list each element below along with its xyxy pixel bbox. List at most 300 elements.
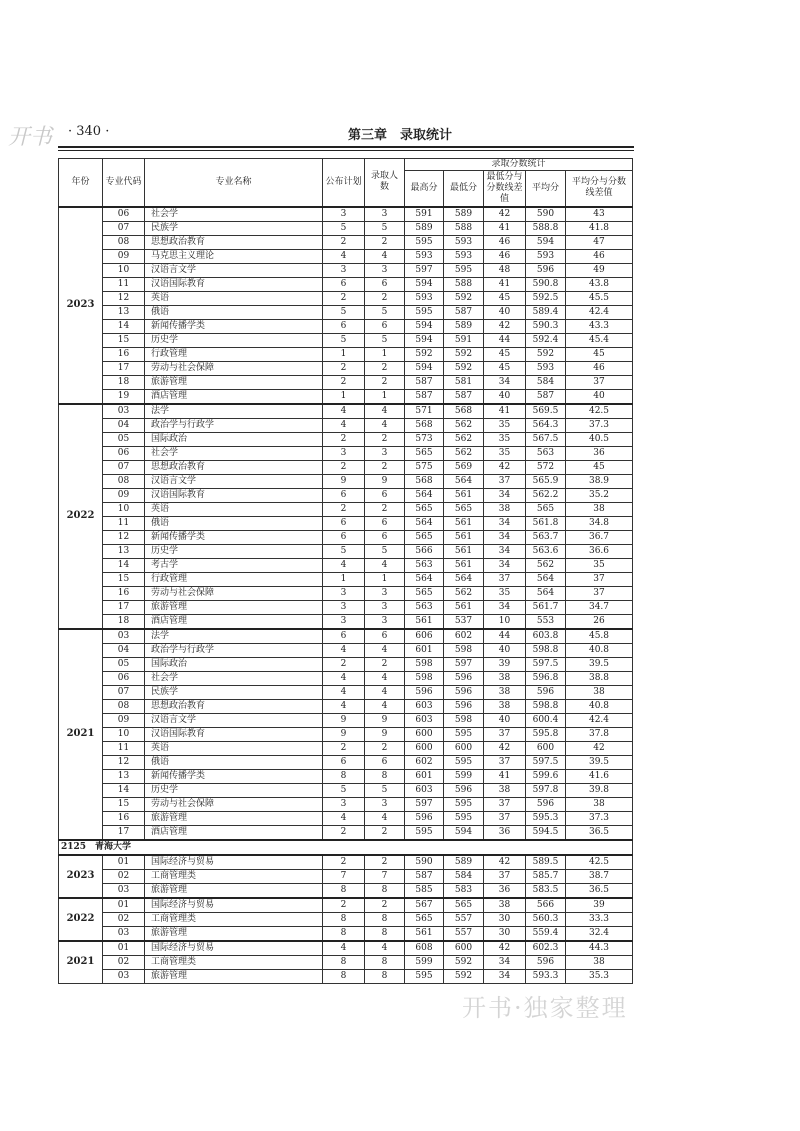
plan-count: 4 — [323, 404, 365, 419]
table-row — [59, 488, 633, 502]
major-code: 15 — [103, 333, 145, 347]
table-row — [59, 235, 633, 249]
section-title-row — [59, 840, 633, 855]
plan-count: 2 — [323, 657, 365, 671]
major-code: 07 — [103, 460, 145, 474]
max-score: 593 — [405, 291, 444, 305]
major-code: 03 — [103, 404, 145, 419]
min-diff: 40 — [484, 305, 526, 319]
table-row — [59, 347, 633, 361]
major-code: 09 — [103, 249, 145, 263]
major-name: 思想政治教育 — [145, 235, 323, 249]
min-diff: 45 — [484, 291, 526, 305]
min-diff: 40 — [484, 713, 526, 727]
min-score: 592 — [444, 347, 484, 361]
avg-diff: 43.8 — [566, 277, 633, 291]
min-score: 568 — [444, 404, 484, 419]
avg-diff: 36.5 — [566, 825, 633, 840]
min-diff: 34 — [484, 955, 526, 969]
min-diff: 35 — [484, 432, 526, 446]
avg-score: 565 — [526, 502, 566, 516]
table-body-section-1 — [59, 207, 633, 840]
table-row — [59, 657, 633, 671]
admitted-count: 4 — [365, 643, 405, 657]
max-score: 597 — [405, 797, 444, 811]
major-name: 旅游管理 — [145, 883, 323, 898]
major-code: 09 — [103, 488, 145, 502]
major-name: 国际经济与贸易 — [145, 941, 323, 956]
major-code: 16 — [103, 811, 145, 825]
max-score: 564 — [405, 516, 444, 530]
admitted-count: 9 — [365, 727, 405, 741]
table-row — [59, 855, 633, 870]
table-row — [59, 713, 633, 727]
table-row — [59, 955, 633, 969]
min-diff: 42 — [484, 207, 526, 222]
admitted-count: 2 — [365, 291, 405, 305]
admitted-count: 5 — [365, 305, 405, 319]
avg-score: 592.4 — [526, 333, 566, 347]
plan-count: 6 — [323, 319, 365, 333]
max-score: 563 — [405, 558, 444, 572]
plan-count: 4 — [323, 811, 365, 825]
table-row — [59, 969, 633, 983]
max-score: 587 — [405, 869, 444, 883]
max-score: 561 — [405, 614, 444, 629]
avg-diff: 36 — [566, 446, 633, 460]
major-code: 12 — [103, 530, 145, 544]
avg-score: 597.5 — [526, 657, 566, 671]
avg-score: 564 — [526, 586, 566, 600]
max-score: 564 — [405, 488, 444, 502]
avg-score: 596 — [526, 263, 566, 277]
avg-score: 584 — [526, 375, 566, 389]
col-year: 年份 — [59, 159, 103, 207]
table-row — [59, 811, 633, 825]
min-diff: 38 — [484, 783, 526, 797]
plan-count: 3 — [323, 600, 365, 614]
major-name: 考古学 — [145, 558, 323, 572]
max-score: 567 — [405, 898, 444, 913]
max-score: 594 — [405, 361, 444, 375]
avg-diff: 42 — [566, 741, 633, 755]
table-row — [59, 671, 633, 685]
min-diff: 37 — [484, 797, 526, 811]
table-row — [59, 558, 633, 572]
avg-score: 564 — [526, 572, 566, 586]
admitted-count: 6 — [365, 488, 405, 502]
major-code: 02 — [103, 869, 145, 883]
max-score: 603 — [405, 699, 444, 713]
min-diff: 35 — [484, 418, 526, 432]
avg-diff: 39 — [566, 898, 633, 913]
major-name: 酒店管理 — [145, 825, 323, 840]
major-code: 02 — [103, 912, 145, 926]
table-row — [59, 685, 633, 699]
major-code: 10 — [103, 502, 145, 516]
admitted-count: 2 — [365, 898, 405, 913]
max-score: 565 — [405, 586, 444, 600]
avg-diff: 40.8 — [566, 643, 633, 657]
major-code: 09 — [103, 713, 145, 727]
major-code: 07 — [103, 685, 145, 699]
min-score: 592 — [444, 291, 484, 305]
avg-score: 593.3 — [526, 969, 566, 983]
major-code: 17 — [103, 361, 145, 375]
min-diff: 40 — [484, 389, 526, 404]
max-score: 565 — [405, 912, 444, 926]
admitted-count: 4 — [365, 811, 405, 825]
avg-score: 595.3 — [526, 811, 566, 825]
avg-diff: 39.5 — [566, 755, 633, 769]
university-title: 2125 青海大学 — [59, 840, 633, 855]
plan-count: 4 — [323, 699, 365, 713]
avg-score: 593 — [526, 249, 566, 263]
min-score: 581 — [444, 375, 484, 389]
table-row — [59, 333, 633, 347]
admitted-count: 6 — [365, 516, 405, 530]
table-row — [59, 221, 633, 235]
admitted-count: 2 — [365, 375, 405, 389]
avg-diff: 41.6 — [566, 769, 633, 783]
table-row — [59, 769, 633, 783]
major-name: 社会学 — [145, 671, 323, 685]
min-diff: 45 — [484, 361, 526, 375]
major-name: 俄语 — [145, 516, 323, 530]
avg-diff: 46 — [566, 361, 633, 375]
avg-diff: 45 — [566, 347, 633, 361]
admitted-count: 3 — [365, 263, 405, 277]
min-score: 537 — [444, 614, 484, 629]
major-name: 英语 — [145, 502, 323, 516]
major-name: 汉语言文学 — [145, 713, 323, 727]
header-rule-thin — [58, 150, 634, 151]
col-min-diff: 最低分与分数线差值 — [484, 171, 526, 207]
plan-count: 6 — [323, 277, 365, 291]
major-code: 16 — [103, 586, 145, 600]
max-score: 593 — [405, 249, 444, 263]
admitted-count: 4 — [365, 671, 405, 685]
avg-score: 564.3 — [526, 418, 566, 432]
admitted-count: 9 — [365, 713, 405, 727]
admitted-count: 2 — [365, 361, 405, 375]
major-code: 08 — [103, 235, 145, 249]
major-name: 劳动与社会保障 — [145, 586, 323, 600]
major-name: 历史学 — [145, 333, 323, 347]
table-row — [59, 446, 633, 460]
plan-count: 6 — [323, 488, 365, 502]
admitted-count: 1 — [365, 389, 405, 404]
avg-score: 588.8 — [526, 221, 566, 235]
major-code: 12 — [103, 291, 145, 305]
major-name: 国际经济与贸易 — [145, 855, 323, 870]
max-score: 585 — [405, 883, 444, 898]
min-diff: 37 — [484, 474, 526, 488]
plan-count: 5 — [323, 783, 365, 797]
max-score: 565 — [405, 530, 444, 544]
admitted-count: 4 — [365, 404, 405, 419]
major-code: 17 — [103, 825, 145, 840]
min-score: 584 — [444, 869, 484, 883]
min-diff: 36 — [484, 825, 526, 840]
table-row — [59, 600, 633, 614]
admitted-count: 3 — [365, 207, 405, 222]
year-cell: 2023 — [59, 855, 103, 898]
avg-score: 566 — [526, 898, 566, 913]
plan-count: 4 — [323, 941, 365, 956]
min-diff: 34 — [484, 530, 526, 544]
major-name: 旅游管理 — [145, 926, 323, 941]
min-diff: 42 — [484, 741, 526, 755]
table-body-section-2 — [59, 855, 633, 984]
min-score: 595 — [444, 797, 484, 811]
avg-diff: 36.6 — [566, 544, 633, 558]
min-score: 595 — [444, 755, 484, 769]
admitted-count: 2 — [365, 855, 405, 870]
min-score: 593 — [444, 235, 484, 249]
max-score: 601 — [405, 643, 444, 657]
avg-score: 563.7 — [526, 530, 566, 544]
plan-count: 9 — [323, 474, 365, 488]
table-row — [59, 643, 633, 657]
major-code: 14 — [103, 558, 145, 572]
major-name: 历史学 — [145, 544, 323, 558]
avg-diff: 37.3 — [566, 418, 633, 432]
avg-diff: 47 — [566, 235, 633, 249]
major-code: 06 — [103, 207, 145, 222]
col-max: 最高分 — [405, 171, 444, 207]
min-score: 598 — [444, 643, 484, 657]
avg-diff: 35 — [566, 558, 633, 572]
max-score: 603 — [405, 713, 444, 727]
max-score: 587 — [405, 389, 444, 404]
avg-score: 596 — [526, 685, 566, 699]
plan-count: 4 — [323, 685, 365, 699]
avg-score: 592 — [526, 347, 566, 361]
major-name: 历史学 — [145, 783, 323, 797]
min-diff: 45 — [484, 347, 526, 361]
plan-count: 2 — [323, 291, 365, 305]
major-code: 03 — [103, 883, 145, 898]
avg-diff: 38.7 — [566, 869, 633, 883]
major-name: 旅游管理 — [145, 375, 323, 389]
avg-diff: 36.5 — [566, 883, 633, 898]
plan-count: 3 — [323, 586, 365, 600]
major-code: 07 — [103, 221, 145, 235]
min-diff: 48 — [484, 263, 526, 277]
table-row — [59, 825, 633, 840]
min-diff: 42 — [484, 855, 526, 870]
min-score: 596 — [444, 783, 484, 797]
plan-count: 2 — [323, 855, 365, 870]
header-row-1 — [59, 159, 633, 171]
plan-count: 6 — [323, 755, 365, 769]
table-row — [59, 389, 633, 404]
col-score-stats: 录取分数统计 — [405, 159, 633, 171]
major-name: 英语 — [145, 741, 323, 755]
table-row — [59, 277, 633, 291]
min-score: 596 — [444, 699, 484, 713]
plan-count: 8 — [323, 912, 365, 926]
avg-diff: 45 — [566, 460, 633, 474]
plan-count: 2 — [323, 825, 365, 840]
plan-count: 3 — [323, 797, 365, 811]
major-code: 17 — [103, 600, 145, 614]
major-name: 新闻传播学类 — [145, 319, 323, 333]
avg-diff: 34.8 — [566, 516, 633, 530]
min-score: 562 — [444, 432, 484, 446]
min-diff: 41 — [484, 221, 526, 235]
table-row — [59, 305, 633, 319]
avg-score: 565.9 — [526, 474, 566, 488]
max-score: 575 — [405, 460, 444, 474]
major-name: 思想政治教育 — [145, 699, 323, 713]
table-row — [59, 361, 633, 375]
avg-score: 600.4 — [526, 713, 566, 727]
major-code: 01 — [103, 898, 145, 913]
avg-score: 600 — [526, 741, 566, 755]
min-score: 595 — [444, 811, 484, 825]
major-name: 汉语国际教育 — [145, 727, 323, 741]
major-code: 03 — [103, 926, 145, 941]
min-diff: 42 — [484, 319, 526, 333]
min-diff: 40 — [484, 643, 526, 657]
min-score: 594 — [444, 825, 484, 840]
min-score: 557 — [444, 926, 484, 941]
min-diff: 46 — [484, 249, 526, 263]
avg-diff: 45.8 — [566, 629, 633, 644]
major-code: 05 — [103, 432, 145, 446]
avg-diff: 49 — [566, 263, 633, 277]
avg-diff: 38 — [566, 685, 633, 699]
plan-count: 3 — [323, 614, 365, 629]
avg-score: 602.3 — [526, 941, 566, 956]
avg-diff: 40.8 — [566, 699, 633, 713]
major-code: 01 — [103, 855, 145, 870]
max-score: 600 — [405, 727, 444, 741]
max-score: 565 — [405, 446, 444, 460]
avg-score: 559.4 — [526, 926, 566, 941]
major-code: 04 — [103, 418, 145, 432]
year-cell: 2021 — [59, 629, 103, 840]
major-name: 民族学 — [145, 685, 323, 699]
table-row — [59, 530, 633, 544]
major-name: 汉语言文学 — [145, 474, 323, 488]
max-score: 598 — [405, 671, 444, 685]
admitted-count: 2 — [365, 432, 405, 446]
min-score: 561 — [444, 516, 484, 530]
admitted-count: 2 — [365, 825, 405, 840]
table-row — [59, 629, 633, 644]
admitted-count: 2 — [365, 235, 405, 249]
admitted-count: 8 — [365, 926, 405, 941]
min-diff: 34 — [484, 600, 526, 614]
table-row — [59, 474, 633, 488]
major-code: 14 — [103, 783, 145, 797]
max-score: 596 — [405, 685, 444, 699]
avg-diff: 43 — [566, 207, 633, 222]
max-score: 597 — [405, 263, 444, 277]
min-diff: 38 — [484, 898, 526, 913]
admitted-count: 7 — [365, 869, 405, 883]
min-score: 599 — [444, 769, 484, 783]
major-name: 行政管理 — [145, 347, 323, 361]
min-score: 593 — [444, 249, 484, 263]
avg-score: 594 — [526, 235, 566, 249]
major-name: 法学 — [145, 629, 323, 644]
avg-score: 572 — [526, 460, 566, 474]
plan-count: 2 — [323, 460, 365, 474]
max-score: 563 — [405, 600, 444, 614]
avg-diff: 40 — [566, 389, 633, 404]
major-name: 马克思主义理论 — [145, 249, 323, 263]
min-diff: 46 — [484, 235, 526, 249]
table-row — [59, 741, 633, 755]
major-code: 10 — [103, 727, 145, 741]
major-code: 11 — [103, 277, 145, 291]
avg-score: 590 — [526, 207, 566, 222]
plan-count: 9 — [323, 713, 365, 727]
avg-score: 561.8 — [526, 516, 566, 530]
major-code: 06 — [103, 671, 145, 685]
major-name: 国际经济与贸易 — [145, 898, 323, 913]
admitted-count: 2 — [365, 657, 405, 671]
col-major: 专业名称 — [145, 159, 323, 207]
major-name: 酒店管理 — [145, 389, 323, 404]
min-score: 597 — [444, 657, 484, 671]
min-score: 583 — [444, 883, 484, 898]
avg-score: 562 — [526, 558, 566, 572]
max-score: 568 — [405, 418, 444, 432]
min-diff: 37 — [484, 811, 526, 825]
min-score: 588 — [444, 277, 484, 291]
table-row — [59, 516, 633, 530]
major-code: 03 — [103, 629, 145, 644]
admitted-count: 3 — [365, 446, 405, 460]
plan-count: 4 — [323, 558, 365, 572]
plan-count: 8 — [323, 955, 365, 969]
admitted-count: 6 — [365, 629, 405, 644]
min-score: 587 — [444, 389, 484, 404]
col-plan: 公布计划 — [323, 159, 365, 207]
max-score: 571 — [405, 404, 444, 419]
major-code: 11 — [103, 516, 145, 530]
max-score: 587 — [405, 375, 444, 389]
table-row — [59, 883, 633, 898]
min-score: 561 — [444, 600, 484, 614]
admitted-count: 8 — [365, 769, 405, 783]
min-diff: 38 — [484, 671, 526, 685]
avg-diff: 34.7 — [566, 600, 633, 614]
major-code: 18 — [103, 375, 145, 389]
min-diff: 38 — [484, 699, 526, 713]
admitted-count: 9 — [365, 474, 405, 488]
major-name: 劳动与社会保障 — [145, 361, 323, 375]
min-score: 589 — [444, 207, 484, 222]
avg-score: 598.8 — [526, 699, 566, 713]
major-name: 新闻传播学类 — [145, 530, 323, 544]
chapter-title: 第三章 录取统计 — [347, 128, 452, 143]
admitted-count: 8 — [365, 912, 405, 926]
avg-score: 553 — [526, 614, 566, 629]
admitted-count: 4 — [365, 558, 405, 572]
avg-diff: 45.4 — [566, 333, 633, 347]
table-row — [59, 319, 633, 333]
major-code: 12 — [103, 755, 145, 769]
admitted-count: 1 — [365, 572, 405, 586]
min-diff: 42 — [484, 941, 526, 956]
table-row — [59, 797, 633, 811]
